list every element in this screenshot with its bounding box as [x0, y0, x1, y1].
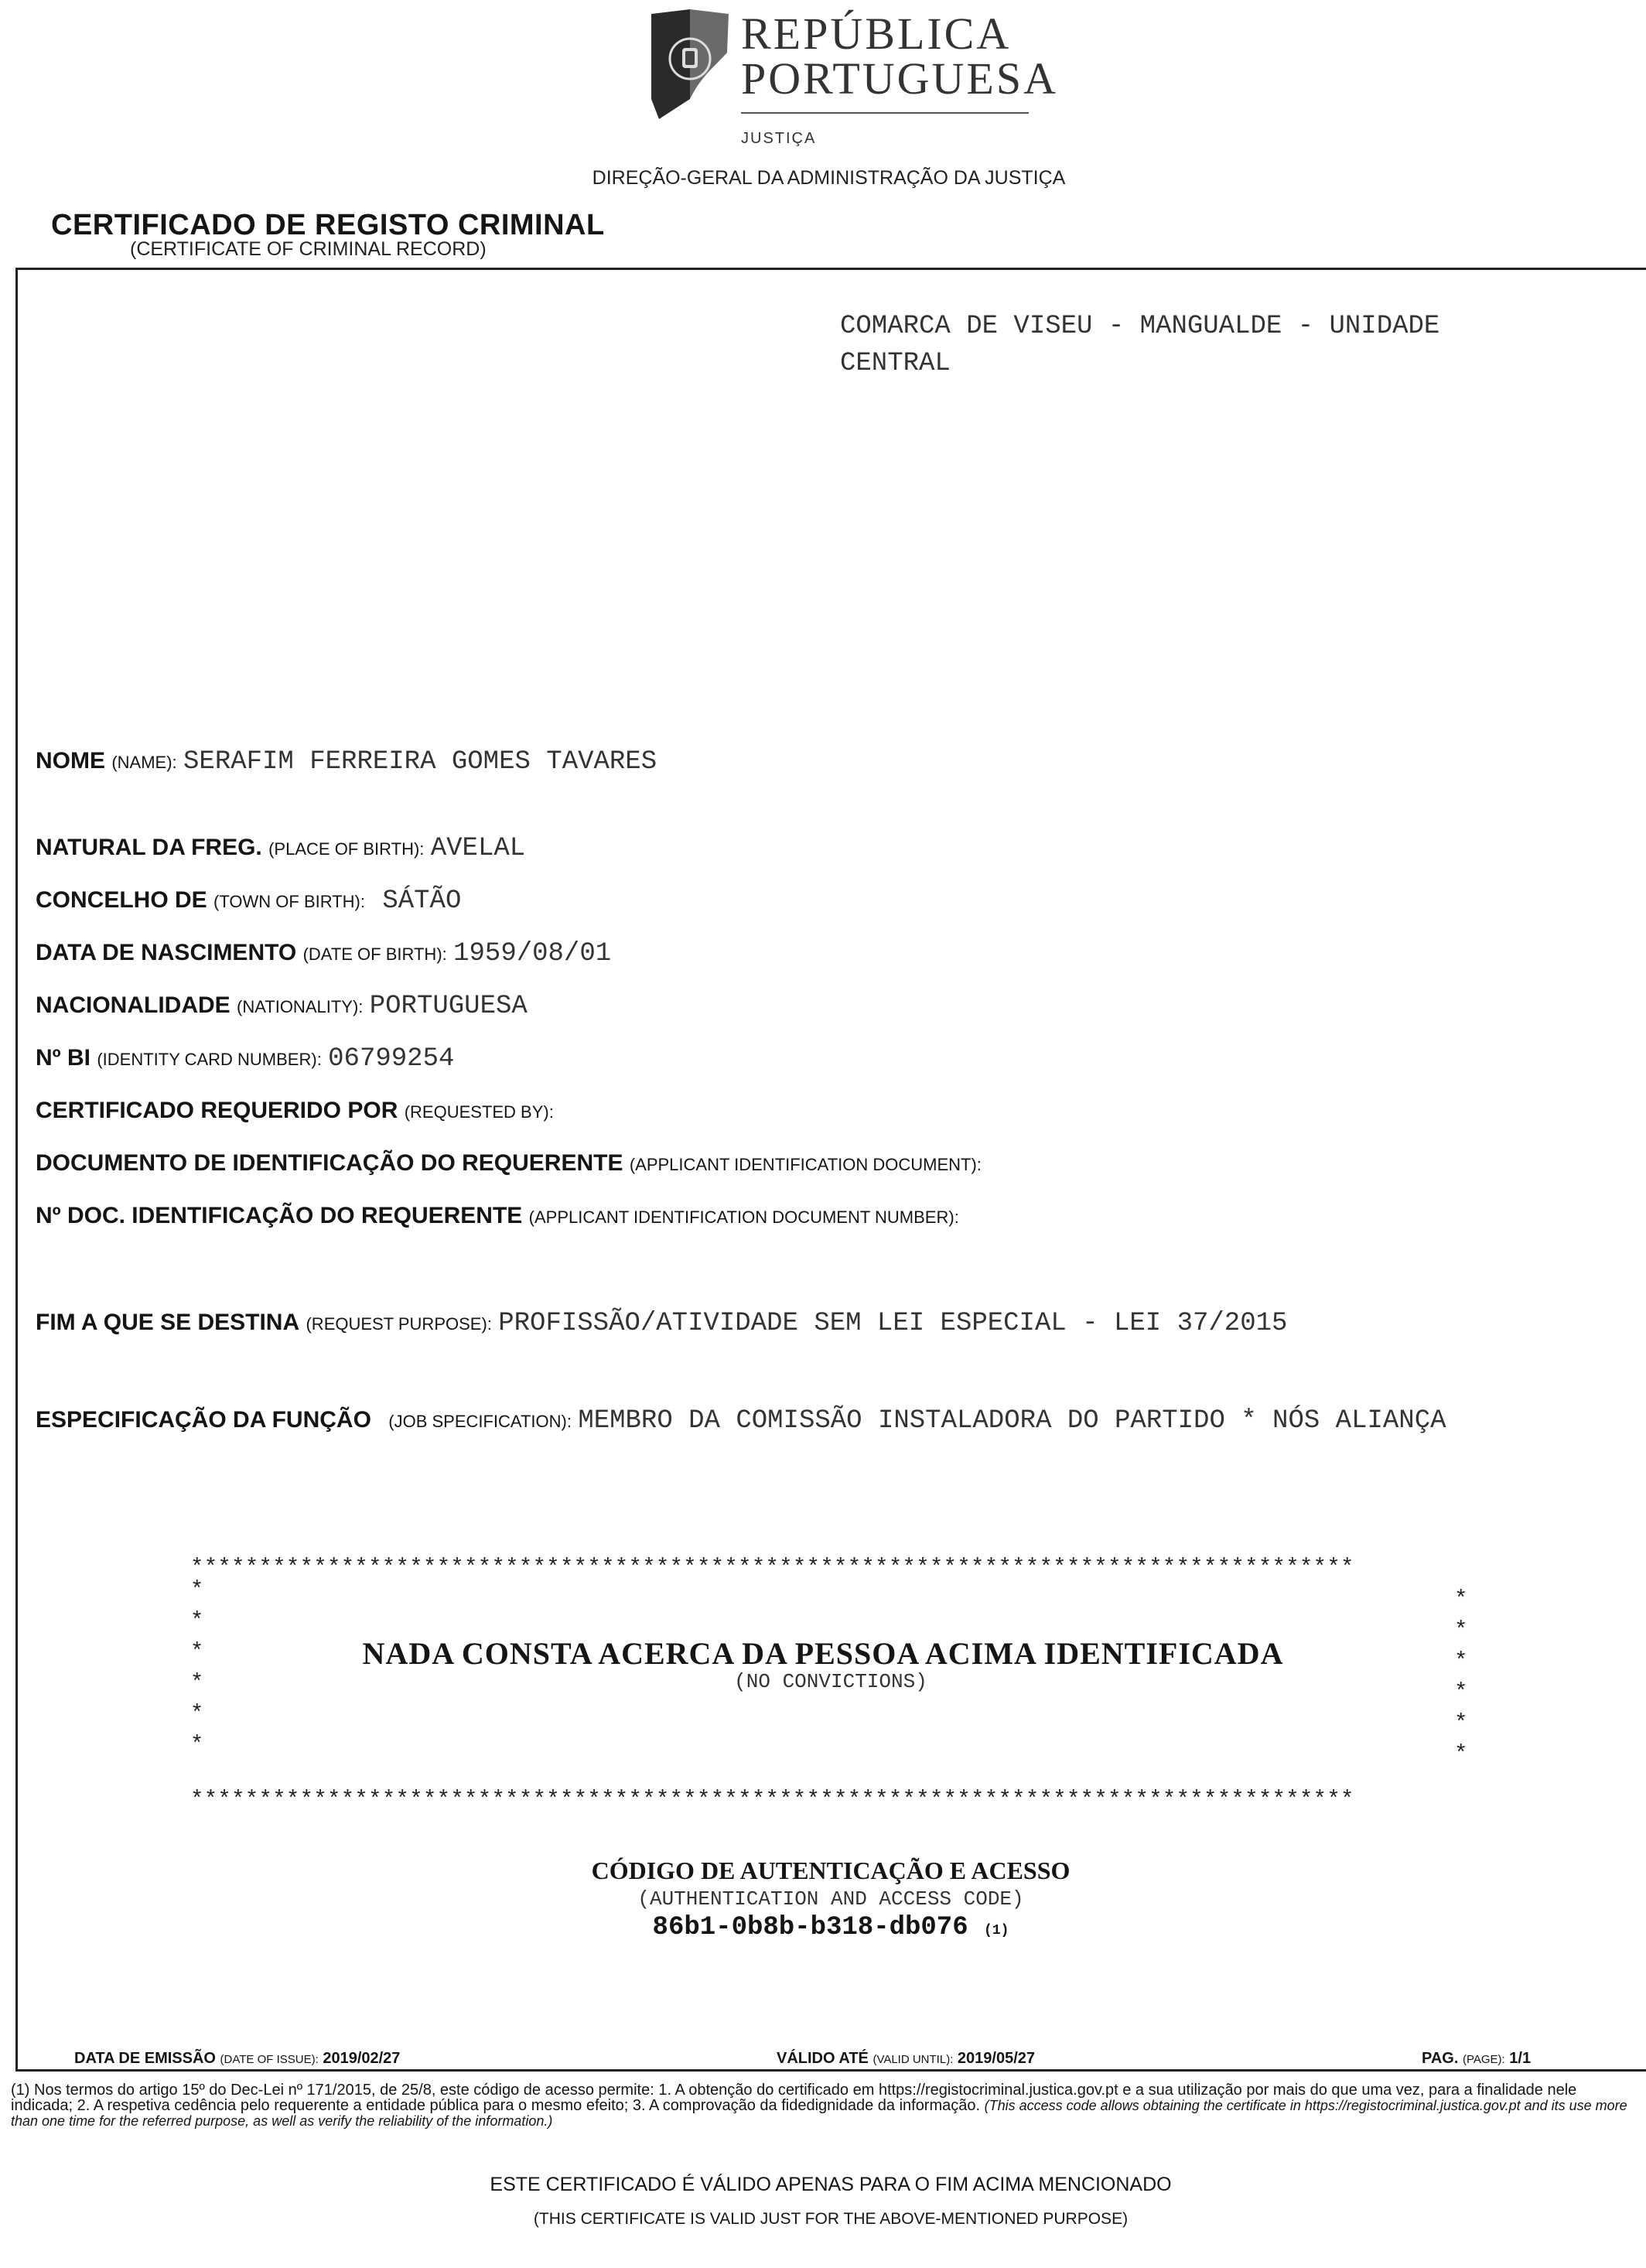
field-nationality [36, 992, 528, 1021]
field-id-number-en: (IDENTITY CARD NUMBER): [97, 1050, 322, 1069]
auth-code-title: CÓDIGO DE AUTENTICAÇÃO E ACESSO [591, 1856, 1071, 1884]
certificate-subtitle: (CERTIFICATE OF CRIMINAL RECORD) [130, 238, 487, 260]
star-border-bottom: ************************************************************************************* [190, 1787, 1354, 1812]
valid-until-value: 2019/05/27 [957, 2050, 1036, 2067]
field-name-en: (NAME): [111, 753, 177, 772]
field-nationality-label: NACIONALIDADE [36, 992, 231, 1018]
no-convictions-title: NADA CONSTA ACERCA DA PESSOA ACIMA IDENTIFICADA [362, 1636, 1284, 1671]
valid-until-label: VÁLIDO ATÉ [777, 2050, 869, 2067]
field-town-of-birth-value: SÁTÃO [382, 886, 462, 916]
field-id-number-value: 06799254 [328, 1044, 455, 1074]
field-id-number [36, 1044, 454, 1074]
page-value: 1/1 [1509, 2050, 1532, 2067]
field-id-number-label: Nº BI [36, 1045, 90, 1071]
field-name [36, 747, 657, 777]
field-date-of-birth-label: DATA DE NASCIMENTO [36, 940, 297, 965]
field-name-label: NOME [36, 748, 105, 774]
validity-notice: ESTE CERTIFICADO É VÁLIDO APENAS PARA O FIM ACIMA MENCIONADO [490, 2174, 1172, 2195]
certificate-title: CERTIFICADO DE REGISTO CRIMINAL [51, 209, 605, 241]
auth-code-subtitle: (AUTHENTICATION AND ACCESS CODE) [637, 1887, 1024, 1911]
field-place-of-birth [36, 834, 525, 863]
field-purpose-en: (REQUEST PURPOSE): [306, 1314, 492, 1334]
page-label: PAG. [1422, 2050, 1459, 2067]
portuguese-republic-emblem-icon [636, 6, 735, 122]
field-applicant-doc-number [36, 1202, 959, 1231]
field-applicant-doc-label: DOCUMENTO DE IDENTIFICAÇÃO DO REQUERENTE [36, 1150, 623, 1176]
issue-date-value: 2019/02/27 [323, 2050, 401, 2067]
footnote [11, 2082, 1635, 2129]
field-date-of-birth-en: (DATE OF BIRTH): [302, 944, 447, 964]
auth-code-note: (1) [984, 1923, 1009, 1938]
field-place-of-birth-en: (PLACE OF BIRTH): [268, 839, 425, 859]
auth-code [0, 1913, 1646, 1942]
field-requested-by [36, 1097, 554, 1126]
justica-label: JUSTIÇA [741, 130, 817, 147]
republica-line1: REPÚBLICA [741, 9, 1012, 59]
directorate-name: DIREÇÃO-GERAL DA ADMINISTRAÇÃO DA JUSTIÇA [592, 167, 1066, 189]
valid-until-en: (VALID UNTIL): [873, 2053, 954, 2066]
field-date-of-birth [36, 939, 611, 968]
field-requested-by-en: (REQUESTED BY): [404, 1102, 554, 1122]
star-border-top: ************************************************************************************* [190, 1555, 1354, 1580]
field-place-of-birth-value: AVELAL [430, 834, 526, 863]
republica-line2: PORTUGUESA [741, 53, 1059, 104]
field-job-spec-en: (JOB SPECIFICATION): [388, 1412, 572, 1431]
field-place-of-birth-label: NATURAL DA FREG. [36, 835, 262, 860]
auth-code-value: 86b1-0b8b-b318-db076 [652, 1913, 968, 1942]
field-applicant-doc-number-label: Nº DOC. IDENTIFICAÇÃO DO REQUERENTE [36, 1203, 523, 1228]
field-job-spec-value: MEMBRO DA COMISSÃO INSTALADORA DO PARTIDO * NÓS ALIANÇA [578, 1406, 1446, 1436]
issue-date-label: DATA DE EMISSÃO [74, 2050, 216, 2067]
field-name-value: SERAFIM FERREIRA GOMES TAVARES [183, 747, 657, 777]
footnote-en: (This access code allows obtaining the certificate in https://registocriminal.justica.gov.pt and its use more than one time for the referred purpose, as well as verify the reliability of the information.) [11, 2098, 1627, 2129]
field-purpose-label: FIM A QUE SE DESTINA [36, 1310, 300, 1335]
field-applicant-doc-en: (APPLICANT IDENTIFICATION DOCUMENT): [629, 1155, 982, 1174]
field-requested-by-label: CERTIFICADO REQUERIDO POR [36, 1098, 398, 1123]
page-en: (PAGE): [1462, 2053, 1505, 2066]
header-rule [741, 112, 1029, 114]
field-purpose [36, 1309, 1287, 1338]
valid-until [777, 2050, 1035, 2068]
validity-notice-en: (THIS CERTIFICATE IS VALID JUST FOR THE ABOVE-MENTIONED PURPOSE) [533, 2210, 1129, 2228]
field-town-of-birth-label: CONCELHO DE [36, 887, 207, 913]
no-convictions-subtitle: (NO CONVICTIONS) [734, 1670, 927, 1693]
issue-date-en: (DATE OF ISSUE): [220, 2053, 319, 2066]
field-town-of-birth-en: (TOWN OF BIRTH): [213, 892, 365, 911]
field-job-spec-label: ESPECIFICAÇÃO DA FUNÇÃO [36, 1407, 371, 1433]
field-applicant-doc [36, 1149, 982, 1179]
field-purpose-value: PROFISSÃO/ATIVIDADE SEM LEI ESPECIAL - LEI 37/2015 [498, 1309, 1288, 1338]
field-nationality-en: (NATIONALITY): [237, 997, 364, 1016]
page-number [1422, 2050, 1531, 2068]
star-border-right: * * * * * * [1454, 1587, 1468, 1767]
field-applicant-doc-number-en: (APPLICANT IDENTIFICATION DOCUMENT NUMBER): [528, 1207, 959, 1227]
field-nationality-value: PORTUGUESA [369, 992, 528, 1021]
field-town-of-birth [36, 886, 461, 916]
field-job-spec [36, 1406, 1446, 1436]
field-date-of-birth-value: 1959/08/01 [453, 939, 612, 968]
comarca-name: COMARCA DE VISEU - MANGUALDE - UNIDADE CENTRAL [840, 312, 1440, 378]
footnote-pt: (1) Nos termos do artigo 15º do Dec-Lei nº 171/2015, de 25/8, este código de acesso permite: 1. A obtenção do certificado em https://registocriminal.justica.gov.pt e a sua utilização por mais do que uma vez, para a finalidade nele indicada; 2. A respetiva cedência pelo requerente a entidade pública para o mesmo efeito; 3. A comprovação da fidedignidade da informação. [11, 2082, 1577, 2114]
issue-date [74, 2050, 400, 2068]
star-border-left: * * * * * * [190, 1577, 204, 1757]
